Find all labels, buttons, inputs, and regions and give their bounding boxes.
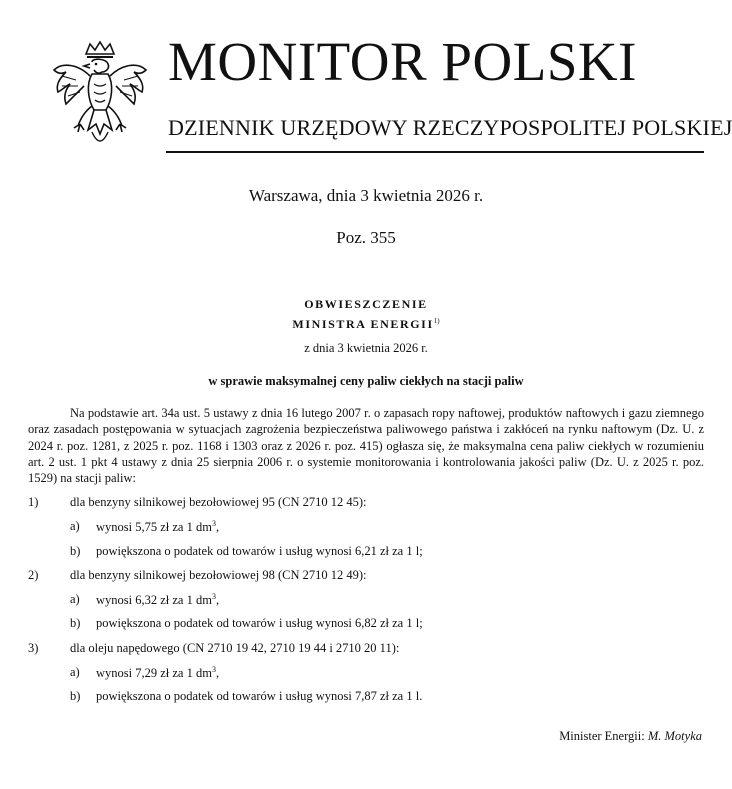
fuel-subitem bbox=[70, 689, 422, 704]
fuel-subitem bbox=[70, 665, 219, 681]
masthead-subtitle: DZIENNIK URZĘDOWY RZECZYPOSPOLITEJ POLSKIEJ bbox=[168, 115, 732, 140]
fuel-item-text: dla benzyny silnikowej bezołowiowej 95 (CN 2710 12 45): bbox=[70, 495, 367, 509]
signature-role: Minister Energii: bbox=[559, 729, 645, 743]
fuel-subitem-text: wynosi 7,29 zł za 1 $dm^3$, bbox=[96, 665, 220, 680]
fuel-subitem bbox=[70, 519, 219, 535]
fuel-subitem-text: powiększona o podatek od towarów i usług wynosi 6,21 zł za 1 l; bbox=[96, 544, 423, 558]
footnote-ref: 1) bbox=[433, 317, 440, 325]
signature bbox=[559, 729, 702, 744]
fuel-subitem bbox=[70, 616, 423, 631]
fuel-item-number: 2) bbox=[28, 568, 39, 582]
masthead-divider bbox=[166, 151, 704, 153]
act-issuer-text: MINISTRA ENERGII bbox=[292, 317, 434, 331]
fuel-subitem-text: wynosi 5,75 zł za 1 $dm^3$, bbox=[96, 519, 220, 534]
fuel-subitem-text: wynosi 6,32 zł za 1 $dm^3$, bbox=[96, 592, 220, 607]
preamble-paragraph: Na podstawie art. 34a ust. 5 ustawy z dnia 16 lutego 2007 r. o zapasach ropy naftowej, produktów naftowych i gazu ziemnego oraz zasadach postępowania w sytuacjach zagrożenia bezpieczeństwa paliwowego państwa i zakłóceń na rynku naftowym (Dz. U. z 2024 r. poz. 1281, z 2025 r. poz. 1168 i 1303 oraz z 2026 r. poz. 415) ogłasza się, że maksymalna cena paliw ciekłych w rozumieniu art. 2 ust. 1 pkt 4 ustawy z dnia 25 sierpnia 2006 r. o systemie monitorowania i kontrolowania jakości paliw (Dz. U. z 2025 r. poz. 1529) na stacji paliw: bbox=[28, 406, 704, 486]
position-number: Poz. 355 bbox=[336, 228, 396, 247]
fuel-subitem-letter: b) bbox=[70, 689, 81, 703]
fuel-subitem-letter: b) bbox=[70, 616, 81, 630]
fuel-item-number: 3) bbox=[28, 641, 39, 655]
place-and-date: Warszawa, dnia 3 kwietnia 2026 r. bbox=[248, 186, 484, 205]
act-title: OBWIESZCZENIE bbox=[304, 297, 428, 311]
eagle-emblem-icon bbox=[50, 40, 150, 152]
fuel-subitem bbox=[70, 592, 219, 608]
fuel-item-text: dla oleju napędowego (CN 2710 19 42, 2710 19 44 i 2710 20 11): bbox=[70, 641, 400, 655]
fuel-item bbox=[28, 495, 366, 510]
act-subject: w sprawie maksymalnej ceny paliw ciekłych na stacji paliw bbox=[208, 374, 524, 388]
act-date: z dnia 3 kwietnia 2026 r. bbox=[304, 341, 428, 355]
fuel-subitem-letter: a) bbox=[70, 592, 80, 606]
fuel-item bbox=[28, 641, 399, 656]
act-issuer bbox=[0, 317, 732, 332]
fuel-subitem-letter: a) bbox=[70, 519, 80, 533]
masthead-title: MONITOR POLSKI bbox=[168, 31, 637, 92]
fuel-subitem-letter: b) bbox=[70, 544, 81, 558]
fuel-item-number: 1) bbox=[28, 495, 39, 509]
fuel-subitem bbox=[70, 544, 423, 559]
fuel-subitem-text: powiększona o podatek od towarów i usług wynosi 6,82 zł za 1 l; bbox=[96, 616, 423, 630]
fuel-subitem-text: powiększona o podatek od towarów i usług wynosi 7,87 zł za 1 l. bbox=[96, 689, 423, 703]
fuel-subitem-letter: a) bbox=[70, 665, 80, 679]
fuel-item-text: dla benzyny silnikowej bezołowiowej 98 (CN 2710 12 49): bbox=[70, 568, 367, 582]
signature-name: M. Motyka bbox=[647, 729, 702, 743]
fuel-item bbox=[28, 568, 366, 583]
